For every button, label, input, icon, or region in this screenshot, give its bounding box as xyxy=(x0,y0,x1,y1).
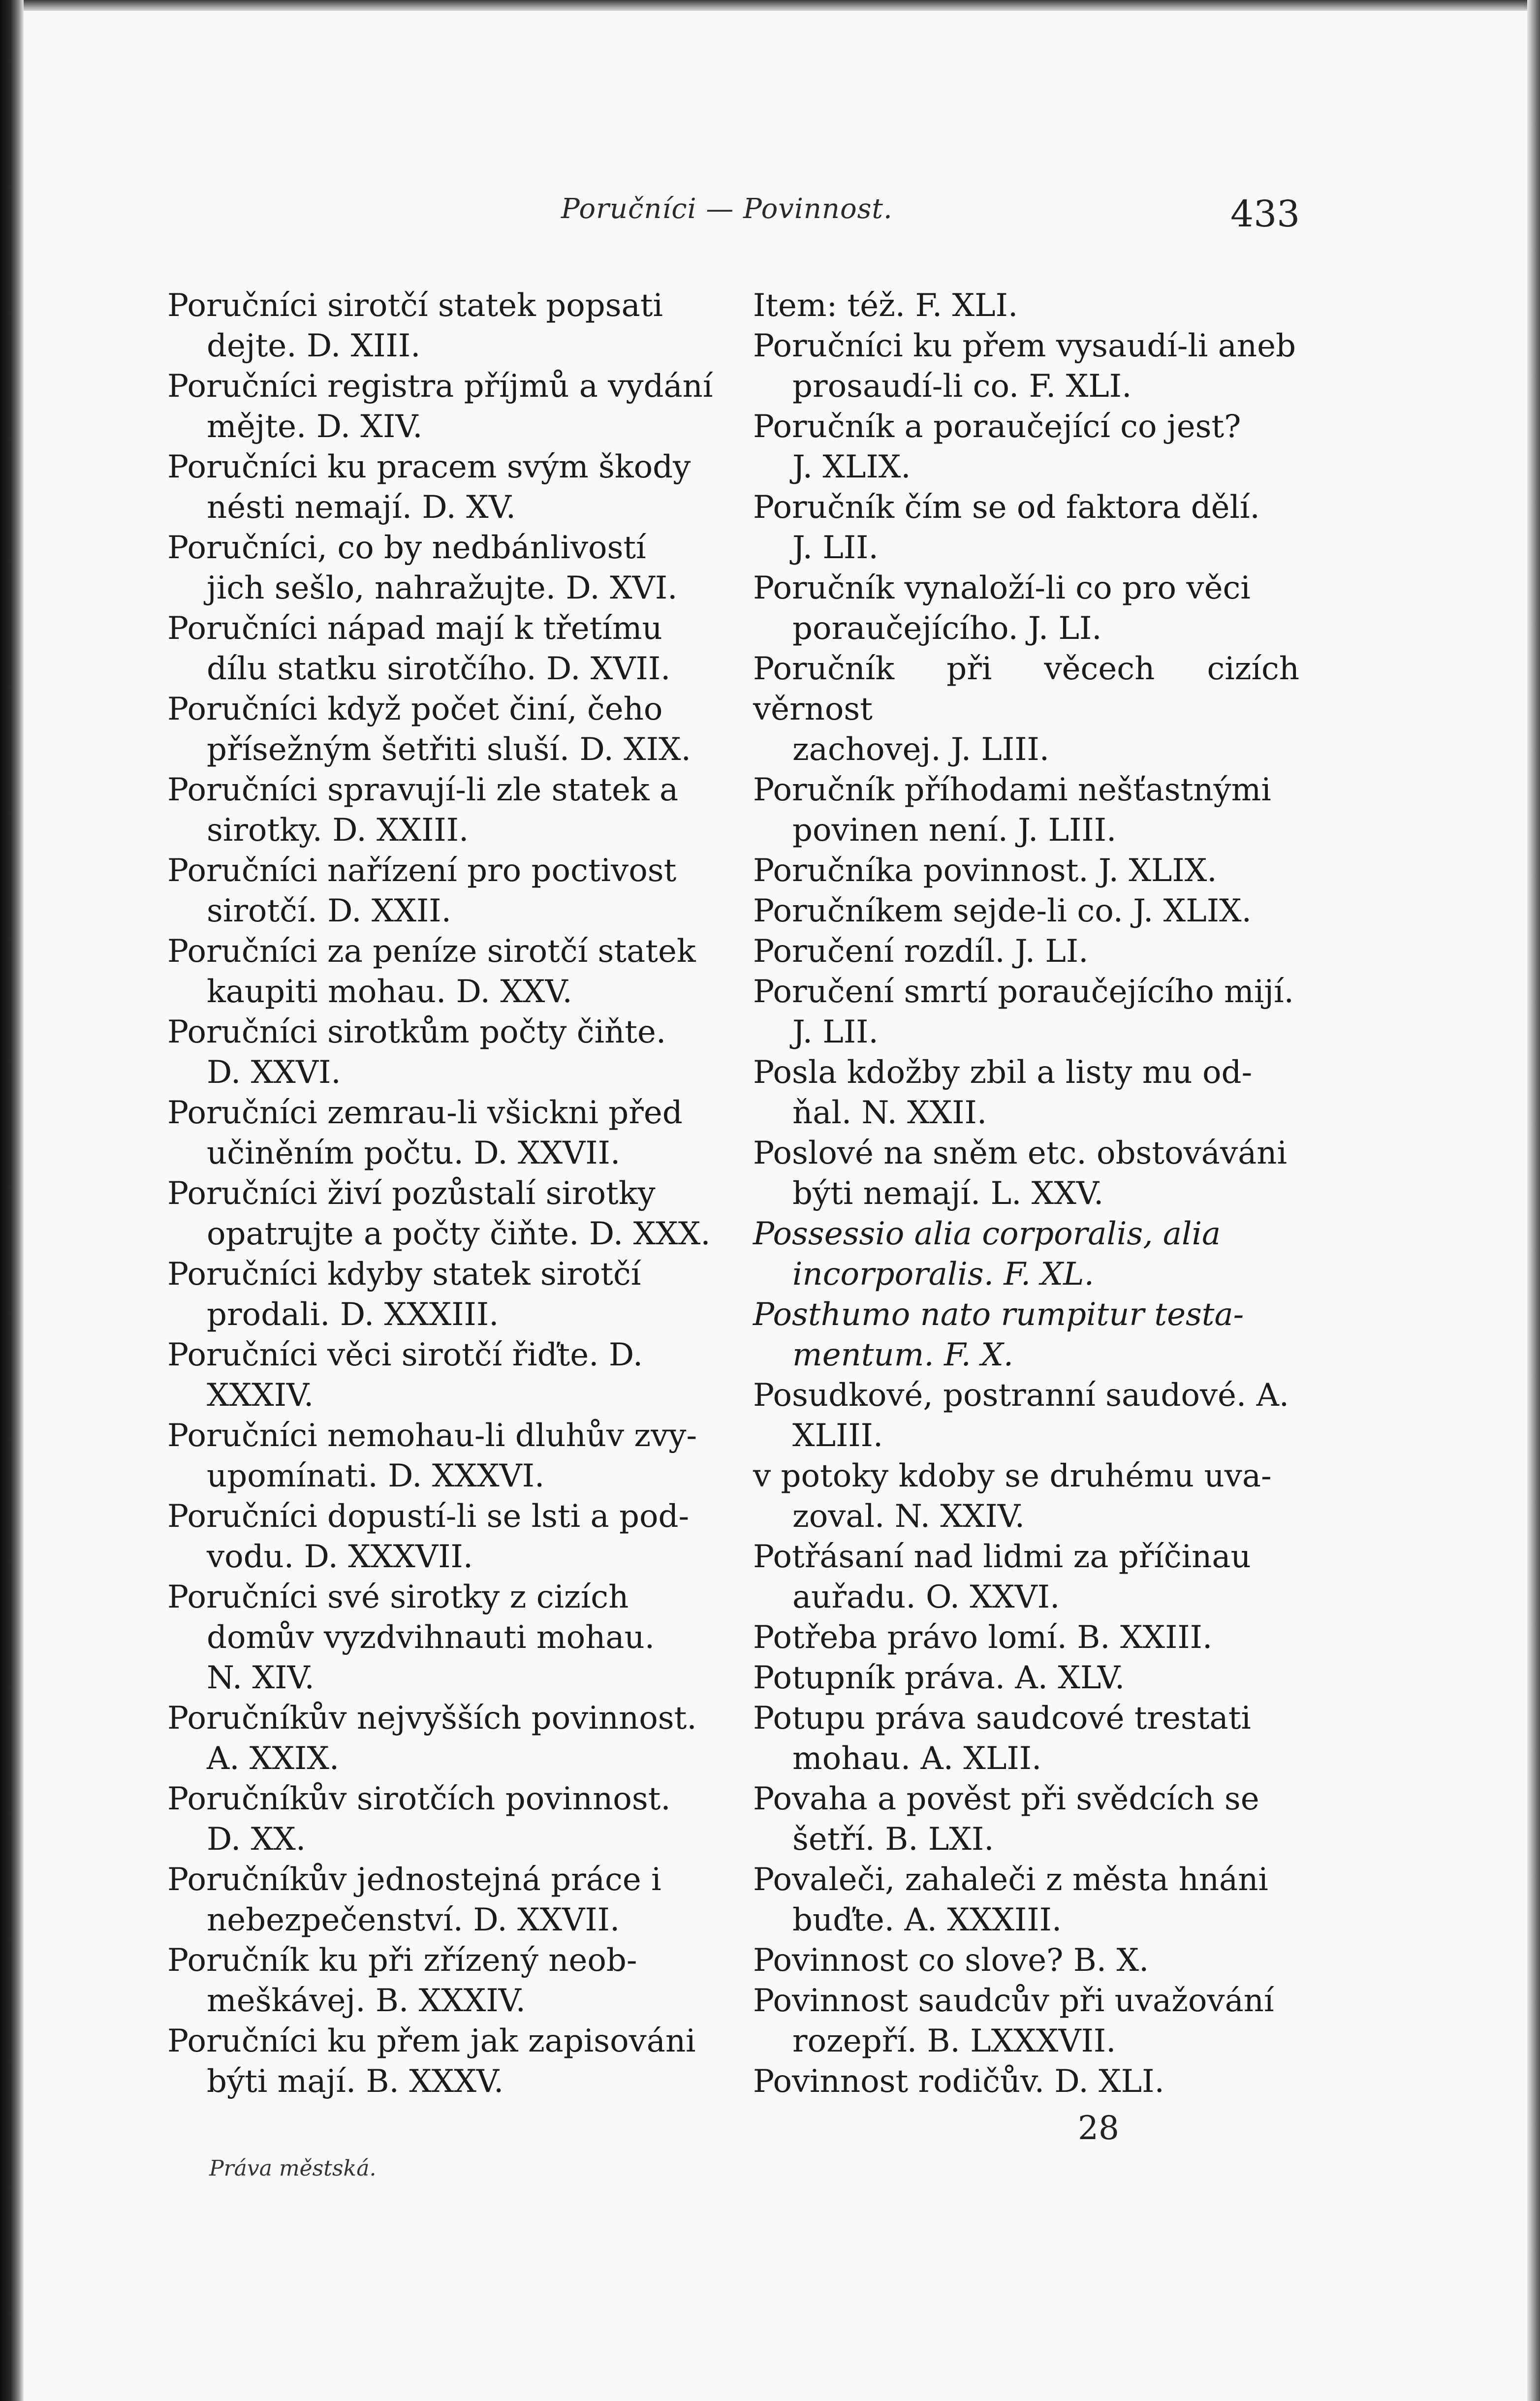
index-entry xyxy=(167,851,714,931)
index-entry xyxy=(753,1295,1299,1375)
index-entry-line: sirotky. D. XXIII. xyxy=(207,812,469,849)
index-entry-line: dejte. D. XIII. xyxy=(207,328,421,364)
index-entry-line: Poslové na sněm etc. obstováváni xyxy=(753,1135,1287,1171)
index-entry xyxy=(167,608,714,689)
index-entry xyxy=(167,1254,714,1335)
index-entry-line: nebezpečenství. D. XXVII. xyxy=(207,1902,620,1938)
index-entry xyxy=(167,1940,714,2021)
index-entry xyxy=(167,1416,714,1496)
index-entry-line: J. LII. xyxy=(792,1014,879,1050)
index-entry-line: prodali. D. XXXIII. xyxy=(207,1296,499,1333)
index-entry-line: Poručníkem sejde-li co. J. XLIX. xyxy=(753,893,1252,929)
index-entry-line: Poručníci nařízení pro poctivost xyxy=(167,853,677,889)
index-entry-line: XLIII. xyxy=(792,1418,883,1454)
index-entry-line: Poručníci sirotčí statek popsati xyxy=(167,287,663,324)
index-entry xyxy=(753,1214,1299,1295)
index-entry-line: Poručník ku při zřízený neob- xyxy=(167,1942,637,1979)
index-entry-line: Povinnost saudcův při uvažování xyxy=(753,1983,1274,2019)
index-entry-line: Posudkové, postranní saudové. A. xyxy=(753,1377,1289,1414)
index-entry-line: býti nemají. L. XXV. xyxy=(792,1175,1104,1212)
index-entry-line: jich sešlo, nahražujte. D. XVI. xyxy=(207,570,678,606)
index-entry-line: Poručníci zemrau-li všickni před xyxy=(167,1095,683,1131)
index-entry xyxy=(167,447,714,528)
index-entry-line: rozepří. B. LXXXVII. xyxy=(792,2023,1116,2059)
index-entry-line: nésti nemají. D. XV. xyxy=(207,489,516,526)
index-entry-line: Povaha a pověst při svědcích se xyxy=(753,1781,1259,1817)
index-entry-line: v potoky kdoby se druhému uva- xyxy=(753,1458,1272,1494)
index-entry-line: Poručníci nemohau-li dluhův zvy- xyxy=(167,1418,697,1454)
index-entry xyxy=(753,1698,1299,1779)
index-entry xyxy=(753,649,1299,770)
index-entry xyxy=(753,931,1299,972)
index-entry xyxy=(167,1496,714,1577)
index-column-right xyxy=(753,285,1299,2102)
index-entry xyxy=(167,1779,714,1860)
index-entry-line: Poručníci, co by nedbánlivostí xyxy=(167,530,646,566)
index-entry-line: Poručníci ku přem jak zapisováni xyxy=(167,2023,696,2059)
index-entry xyxy=(167,1698,714,1779)
index-entry-line: Poručníkův sirotčích povinnost. xyxy=(167,1781,671,1817)
index-entry-line: A. XXIX. xyxy=(207,1740,340,1777)
index-entry-line: opatrujte a počty čiňte. D. XXX. xyxy=(207,1216,711,1252)
index-entry-line: meškávej. B. XXXIV. xyxy=(207,1983,526,2019)
index-entry-line: D. XXVI. xyxy=(207,1054,341,1091)
index-entry-line: mohau. A. XLII. xyxy=(792,1740,1042,1777)
index-entry xyxy=(167,2021,714,2102)
index-entry-line: Poručník čím se od faktora dělí. xyxy=(753,489,1260,526)
footer-text: Práva městská. xyxy=(209,2156,377,2181)
index-entry xyxy=(753,1658,1299,1698)
page-number: 433 xyxy=(1230,193,1300,235)
page-right-edge xyxy=(1527,0,1540,2401)
index-entry-line: prosaudí-li co. F. XLI. xyxy=(792,368,1132,405)
index-entry-line: upomínati. D. XXXVI. xyxy=(207,1458,545,1494)
index-entry-line: Poručník příhodami nešťastnými xyxy=(753,772,1271,808)
index-entry-line: kaupiti mohau. D. XXV. xyxy=(207,974,572,1010)
index-entry-line: Posthumo nato rumpitur testa- xyxy=(753,1296,1244,1333)
running-title: Poručníci — Povinnost. xyxy=(561,193,893,225)
index-entry-line: J. XLIX. xyxy=(792,449,911,485)
index-entry xyxy=(753,1940,1299,1981)
index-entry-line: XXXIV. xyxy=(207,1377,314,1414)
index-entry-line: Poručníkův nejvyšších povinnost. xyxy=(167,1700,697,1737)
page-top-edge xyxy=(0,0,1540,11)
index-entry xyxy=(167,1577,714,1698)
index-entry xyxy=(167,770,714,851)
index-column-left xyxy=(167,285,714,2102)
index-entry xyxy=(167,1335,714,1416)
index-entry-line: Poručníci spravují-li zle statek a xyxy=(167,772,679,808)
index-entry-line: sirotčí. D. XXII. xyxy=(207,893,451,929)
index-entry-line: N. XIV. xyxy=(207,1660,314,1696)
index-entry-line: Povinnost rodičův. D. XLI. xyxy=(753,2063,1164,2100)
index-entry-line: domův vyzdvihnauti mohau. xyxy=(207,1619,655,1656)
index-entry-line: Povaleči, zahaleči z města hnáni xyxy=(753,1862,1268,1898)
index-entry xyxy=(167,528,714,608)
index-entry xyxy=(753,2061,1299,2102)
index-entry xyxy=(753,326,1299,407)
index-entry-line: zoval. N. XXIV. xyxy=(792,1498,1025,1535)
index-entry-line: mějte. D. XIV. xyxy=(207,409,423,445)
index-entry-line: mentum. F. X. xyxy=(792,1337,1014,1373)
index-entry-line: Poručníci ku přem vysaudí-li aneb xyxy=(753,328,1296,364)
index-entry-line: poraučejícího. J. LI. xyxy=(792,610,1102,647)
index-entry-line: dílu statku sirotčího. D. XVII. xyxy=(207,651,671,687)
index-entry-line: Poručníci registra příjmů a vydání xyxy=(167,368,713,405)
index-entry-line: Possessio alia corporalis, alia xyxy=(753,1216,1221,1252)
index-entry-line: Poručníci nápad mají k třetímu xyxy=(167,610,662,647)
index-entry xyxy=(753,568,1299,649)
index-entry xyxy=(167,1860,714,1940)
index-entry-line: Poručníci věci sirotčí řiďte. D. xyxy=(167,1337,643,1373)
index-entry xyxy=(167,1173,714,1254)
index-entry xyxy=(167,1012,714,1093)
index-entry xyxy=(753,1617,1299,1658)
index-entry-line: Poručníci dopustí-li se lsti a pod- xyxy=(167,1498,690,1535)
index-entry xyxy=(167,366,714,447)
index-entry-line: učiněním počtu. D. XXVII. xyxy=(207,1135,621,1171)
index-entry-line: Povinnost co slove? B. X. xyxy=(753,1942,1149,1979)
index-entry xyxy=(753,851,1299,891)
index-entry xyxy=(753,407,1299,487)
index-entry xyxy=(753,285,1299,326)
index-entry-line: ňal. N. XXII. xyxy=(792,1095,987,1131)
index-entry-line: Poručníci živí pozůstalí sirotky xyxy=(167,1175,656,1212)
index-entry-line: Poručníci když počet činí, čeho xyxy=(167,691,663,727)
index-entry-line: auřadu. O. XXVI. xyxy=(792,1579,1060,1615)
index-entry-line: Poručník při věcech cizích věrnost xyxy=(753,651,1299,727)
index-entry-line: D. XX. xyxy=(207,1821,306,1858)
index-entry-line: přísežným šetřiti sluší. D. XIX. xyxy=(207,731,691,768)
index-entry-line: Poručníci své sirotky z cizích xyxy=(167,1579,629,1615)
index-entry xyxy=(753,972,1299,1052)
index-entry-line: Poručníkův jednostejná práce i xyxy=(167,1862,661,1898)
index-entry-line: Potřásaní nad lidmi za příčinau xyxy=(753,1539,1251,1575)
index-entry xyxy=(753,1981,1299,2061)
index-entry-line: Potupu práva saudcové trestati xyxy=(753,1700,1251,1737)
index-entry-line: vodu. D. XXXVII. xyxy=(207,1539,473,1575)
index-entry-line: šetří. B. LXI. xyxy=(792,1821,994,1858)
index-entry-line: J. LII. xyxy=(792,530,879,566)
index-entry-line: Potřeba právo lomí. B. XXIII. xyxy=(753,1619,1213,1656)
index-entry-line: Poručníci za peníze sirotčí statek xyxy=(167,933,696,970)
index-entry xyxy=(167,285,714,366)
index-entry xyxy=(753,891,1299,931)
index-entry-line: povinen není. J. LIII. xyxy=(792,812,1117,849)
index-entry-line: buďte. A. XXXIII. xyxy=(792,1902,1062,1938)
index-entry-line: Poručníka povinnost. J. XLIX. xyxy=(753,853,1217,889)
index-entry xyxy=(167,1093,714,1173)
index-entry-line: Poručení smrtí poraučejícího mijí. xyxy=(753,974,1294,1010)
index-entry xyxy=(753,1133,1299,1214)
index-entry-line: incorporalis. F. XL. xyxy=(792,1256,1094,1293)
index-entry-line: Poručník vynaloží-li co pro věci xyxy=(753,570,1251,606)
index-entry xyxy=(167,931,714,1012)
page-left-edge xyxy=(0,0,24,2401)
index-entry-line: Item: též. F. XLI. xyxy=(753,287,1018,324)
index-entry-line: Poručníci sirotkům počty čiňte. xyxy=(167,1014,666,1050)
index-entry-line: Poručníci kdyby statek sirotčí xyxy=(167,1256,641,1293)
index-entry-line: Potupník práva. A. XLV. xyxy=(753,1660,1125,1696)
index-entry xyxy=(753,487,1299,568)
index-entry xyxy=(753,1537,1299,1617)
index-entry xyxy=(167,689,714,770)
index-entry-line: býti mají. B. XXXV. xyxy=(207,2063,504,2100)
index-entry xyxy=(753,1052,1299,1133)
index-entry xyxy=(753,1860,1299,1940)
index-entry xyxy=(753,1375,1299,1456)
index-entry-line: Poručení rozdíl. J. LI. xyxy=(753,933,1089,970)
index-entry-line: Poručníci ku pracem svým škody xyxy=(167,449,691,485)
index-entry-line: Poručník a poraučející co jest? xyxy=(753,409,1241,445)
index-entry xyxy=(753,1456,1299,1537)
index-entry-line: zachovej. J. LIII. xyxy=(792,731,1050,768)
index-entry-line: Posla kdožby zbil a listy mu od- xyxy=(753,1054,1253,1091)
index-entry xyxy=(753,1779,1299,1860)
signature-mark: 28 xyxy=(1078,2109,1119,2147)
index-entry xyxy=(753,770,1299,851)
